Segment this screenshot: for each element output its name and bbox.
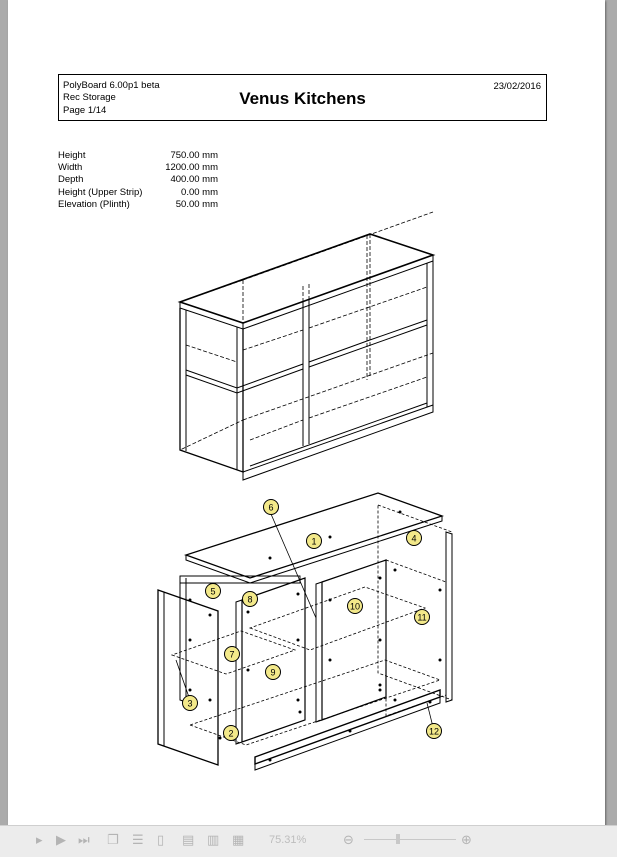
callout-12 [427, 724, 442, 739]
callout-10 [348, 599, 363, 614]
spec-value: 400.00 mm [170, 174, 218, 186]
spec-label: Elevation (Plinth) [58, 198, 130, 210]
spec-label: Depth [58, 174, 84, 186]
callout-11 [415, 610, 430, 625]
callout-9 [266, 665, 281, 680]
thumbnail-icon[interactable]: ▦ [232, 832, 245, 847]
callout-6 [264, 500, 279, 515]
callout-label: 1 [311, 536, 317, 547]
callout-label: 6 [268, 502, 274, 513]
play-icon[interactable]: ▶ [56, 832, 66, 847]
continuous-page-icon[interactable]: ▤ [182, 832, 195, 847]
callout-label: 3 [187, 698, 193, 709]
copy-icon[interactable]: ❐ [107, 832, 119, 847]
callout-7 [225, 647, 240, 662]
zoom-out-icon[interactable]: ⊖ [343, 832, 354, 847]
callout-label: 7 [229, 649, 235, 660]
callout-3 [183, 696, 198, 711]
spec-value: 50.00 mm [175, 198, 218, 210]
callout-markers [183, 500, 442, 741]
two-page-icon[interactable]: ▥ [207, 832, 220, 847]
callout-label: 12 [428, 726, 440, 737]
page-title: Venus Kitchens [239, 89, 366, 108]
callout-8 [243, 592, 258, 607]
assembled-cabinet-drawing [180, 212, 433, 480]
spec-label: Width [58, 162, 83, 174]
skip-end-icon[interactable]: ⏭ [78, 832, 90, 847]
single-page-icon[interactable]: ▯ [157, 832, 165, 847]
callout-label: 2 [228, 728, 234, 739]
callout-label: 11 [417, 612, 427, 623]
spec-value: 1200.00 mm [165, 162, 218, 174]
callout-1 [307, 534, 322, 549]
page-number: Page 1/14 [63, 104, 107, 116]
spec-label: Height (Upper Strip) [58, 186, 143, 198]
zoom-slider-handle[interactable] [396, 834, 400, 844]
project-name: Rec Storage [63, 92, 116, 104]
play-icon[interactable]: ▸ [36, 832, 43, 847]
callout-label: 5 [210, 586, 216, 597]
spec-value: 750.00 mm [170, 150, 218, 161]
spec-value: 0.00 mm [181, 186, 218, 198]
callout-label: 9 [270, 667, 276, 678]
view-icon[interactable]: ☰ [132, 832, 144, 847]
viewer-toolbar [0, 825, 617, 857]
spec-label: Height [58, 150, 86, 161]
header-date: 23/02/2016 [493, 81, 541, 92]
callout-label: 8 [247, 594, 253, 605]
callout-label: 4 [411, 533, 417, 544]
zoom-in-icon[interactable]: ⊕ [461, 832, 472, 847]
callout-2 [224, 726, 239, 741]
software-version: PolyBoard 6.00p1 beta [63, 80, 160, 91]
callout-4 [407, 531, 422, 546]
zoom-level: 75.31% [269, 834, 307, 846]
zoom-slider[interactable] [364, 839, 456, 840]
callout-5 [206, 584, 221, 599]
callout-label: 10 [349, 601, 361, 612]
